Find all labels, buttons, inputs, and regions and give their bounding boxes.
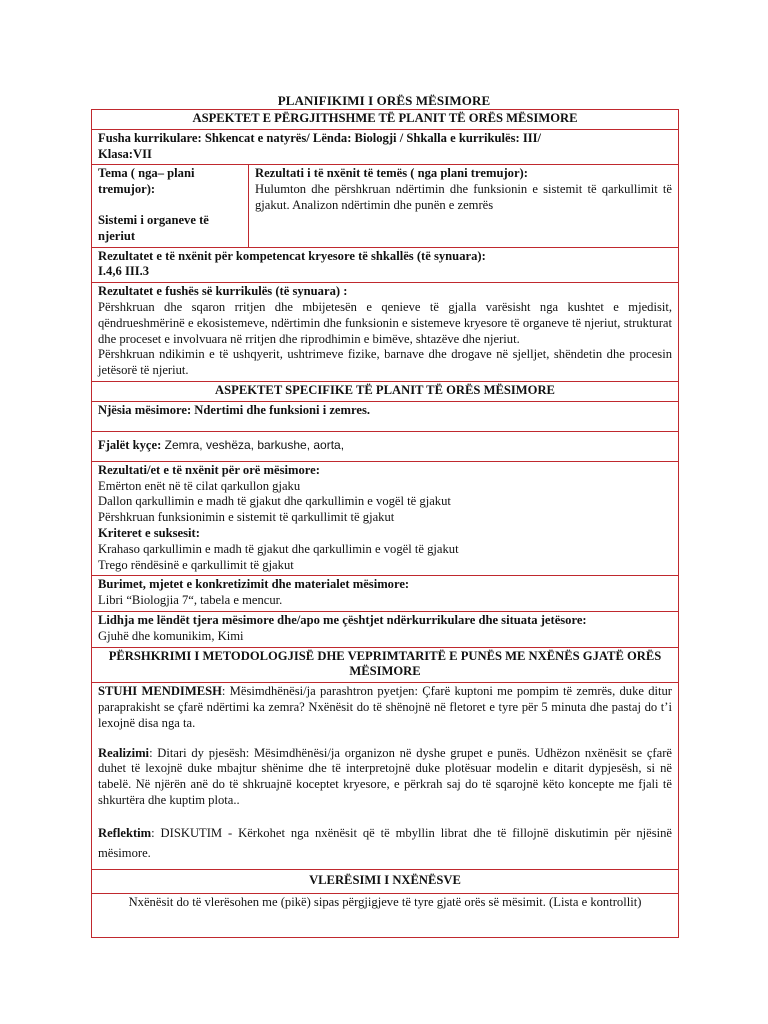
rez-ore-item: Përshkruan funksionimin e sistemit të qarkullimit të gjakut	[98, 510, 395, 525]
fusha-rez-text2: Përshkruan ndikimin e të ushqyerit, ushtrimeve fizike, barnave dhe drogave në sjelljet, shëndetin dhe procesin jetësorë të njeriut.	[98, 347, 672, 378]
metod-header-row	[92, 647, 679, 683]
lidhja-row	[92, 611, 679, 647]
lidhja-cell	[92, 611, 679, 647]
komp-cell	[92, 247, 679, 283]
vler-header: VLERËSIMI I NXËNËSVE	[92, 869, 679, 893]
rez-ore-item: Dallon qarkullimin e madh të gjakut dhe qarkullimin e vogël të gjakut	[98, 494, 451, 509]
stuhi-paragraph	[98, 684, 672, 731]
vler-row	[92, 893, 679, 937]
rez-ore-row	[92, 461, 679, 576]
realizimi-label: Realizimi	[98, 745, 150, 760]
burimet-value: Libri “Biologjia 7“, tabela e mencur.	[98, 593, 283, 608]
specific-header-row	[92, 381, 679, 401]
rez-ore-item: Emërton enët në të cilat qarkullon gjaku	[98, 478, 301, 493]
lidhja-label: Lidhja me lëndët tjera mësimore dhe/apo me çështjet ndërkurrikulare dhe situata jetësore:	[98, 612, 587, 627]
fusha-rez-cell	[92, 283, 679, 382]
njesia-cell: Njësia mësimore: Ndertimi dhe funksioni i zemres.	[92, 401, 679, 431]
tema-cell	[92, 165, 249, 247]
fusha-rez-label: Rezultatet e fushës së kurrikulës (të synuara) :	[98, 284, 348, 299]
reflektim-paragraph	[98, 823, 672, 863]
burimet-cell	[92, 576, 679, 612]
burimet-label: Burimet, mjetet e konkretizimit dhe materialet mësimore:	[98, 577, 410, 592]
reflektim-label: Reflektim	[98, 825, 152, 840]
fusha-rez-row	[92, 283, 679, 382]
rez-ore-label: Rezultati/et e të nxënit për orë mësimore:	[98, 462, 320, 477]
realizimi-paragraph	[98, 746, 672, 809]
general-header: ASPEKTET E PËRGJITHSHME TË PLANIT TË ORËS MËSIMORE	[92, 110, 679, 130]
tema-row	[92, 165, 679, 247]
stuhi-label: STUHI MENDIMESH	[98, 684, 222, 699]
general-header-row	[92, 110, 679, 130]
komp-value: I.4,6 III.3	[98, 264, 150, 279]
njesia-row	[92, 401, 679, 431]
fjalet-row	[92, 431, 679, 461]
kriteret-item: Krahaso qarkullimin e madh të gjakut dhe qarkullimin e vogël të gjakut	[98, 541, 459, 556]
komp-row	[92, 247, 679, 283]
fusha-rez-text: Përshkruan dhe sqaron rritjen dhe mbijetesën e qenieve të gjalla varësisht nga kushtet e mjedisit, qëndrueshmërinë e ekosistemeve, ndërtimin dhe funksionin e sistemeve kryesore të organeve të njeriut, strukturat dhe proceset e involvuara në rritjen dhe riprodhimin e bimëve, shtazëve dhe njeriut.	[98, 299, 672, 346]
fusha-cell	[92, 129, 679, 165]
specific-header: ASPEKTET SPECIFIKE TË PLANIT TË ORËS MËSIMORE	[92, 381, 679, 401]
fjalet-cell	[92, 431, 679, 461]
lesson-plan-table	[91, 109, 679, 938]
klasa-line: Klasa:VII	[98, 146, 152, 161]
fjalet-value: Zemra, veshëza, barkushe, aorta,	[161, 437, 345, 452]
reflektim-text: : DISKUTIM - Kërkohet nga nxënësit që të mbyllin librat dhe të fillojnë diskutimin për njësinë mësimore.	[98, 825, 672, 860]
tema-label: Tema ( nga– plani tremujor):	[98, 166, 195, 197]
fjalet-label: Fjalët kyçe:	[98, 437, 162, 452]
vler-text: Nxënësit do të vlerësohen me (pikë) sipas përgjigjeve të tyre gjatë orës së mësimit. (Lista e kontrollit)	[92, 893, 679, 937]
rez-ore-cell	[92, 461, 679, 576]
kriteret-item: Trego rëndësinë e qarkullimit të gjakut	[98, 557, 294, 572]
burimet-row	[92, 576, 679, 612]
komp-label: Rezultatet e të nxënit për kompetencat kryesore të shkallës (të synuara):	[98, 248, 486, 263]
fusha-line: Fusha kurrikulare: Shkencat e natyrës/ Lënda: Biologji / Shkalla e kurrikulës: III/	[98, 130, 542, 145]
rez-tema-cell	[249, 165, 679, 247]
metod-row	[92, 683, 679, 870]
rez-tema-label: Rezultati i të nxënit të temës ( nga plani tremujor):	[255, 166, 528, 181]
rez-tema-text: Hulumton dhe përshkruan ndërtimin dhe funksionin e sistemit të qarkullimit të gjakut. Analizon ndërtimin dhe punën e zemrës	[255, 182, 672, 212]
metod-cell	[92, 683, 679, 870]
realizimi-text: : Ditari dy pjesësh: Mësimdhënësi/ja organizon në dyshe grupet e punës. Udhëzon nxënësit se çfarë duhet të lexojnë duke mbajtur shënime dhe të interpretojnë duke plotësuar modelin e ditarit dypjesësh, si në tabelë. Në njërën anë do të shkruajnë koceptet kryesore, e përkrah saj do të sqarojnë këto koncepte me fjali të shkurtëra dhe kuptim plota..	[98, 745, 672, 807]
lidhja-value: Gjuhë dhe komunikim, Kimi	[98, 628, 244, 643]
vler-header-row	[92, 869, 679, 893]
fusha-row	[92, 129, 679, 165]
stuhi-text: : Mësimdhënësi/ja parashtron pyetjen: Çfarë kuptoni me pompim të zemrës, duke ditur paraprakisht se çfarë ndërtimi ka zemra? Nxënësit do të shënojnë në fletoret e tyre për 5 minuta dhe pastaj do t’i lexojnë disa nga ta.	[98, 684, 672, 730]
page-title: PLANIFIKIMI I ORËS MËSIMORE	[277, 93, 491, 108]
tema-value: Sistemi i organeve të njeriut	[98, 212, 209, 243]
metod-header: PËRSHKRIMI I METODOLOGJISË DHE VEPRIMTARITË E PUNËS ME NXËNËS GJATË ORËS MËSIMORE	[92, 647, 679, 683]
kriteret-label: Kriteret e suksesit:	[98, 525, 200, 540]
